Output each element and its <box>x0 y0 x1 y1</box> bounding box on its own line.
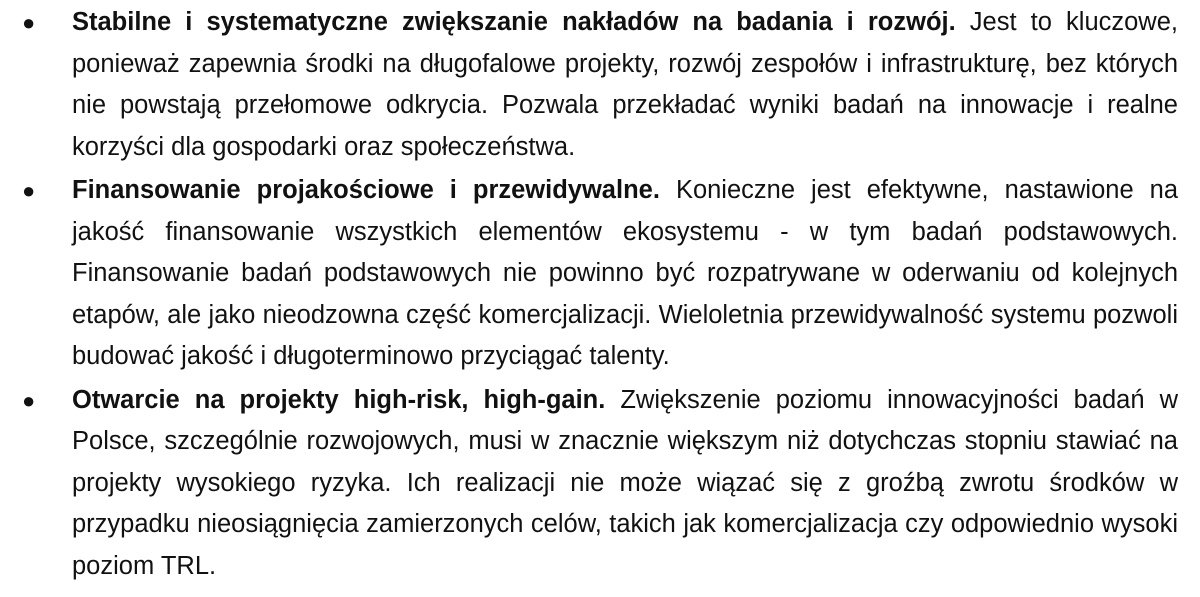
bullet-icon: ● <box>22 178 36 203</box>
item-text: Jest to kluczowe, ponieważ zapewnia środki na długofalowe projekty, rozwój zespołów i infrastrukturę, bez których nie powstają przełomowe odkrycia. Pozwala przekładać wyniki badań na innowacje i realne korzyści dla gospodarki oraz społeczeństwa. <box>72 8 1178 161</box>
bullet-icon: ● <box>22 10 36 35</box>
bullet-icon: ● <box>22 387 36 413</box>
item-text: Konieczne jest efektywne, nastawione na jakość finansowanie wszystkich elementów ekosystemu - w tym badań podstawowych. Finansowanie badań podstawowych nie powinno być rozpatrywane w oderwaniu od kolejnych etapów, ale jako nieodzowna część komercjalizacji. Wieloletnia przewidywalność systemu pozwoli budować jakość i długoterminowo przyciągać talenty. <box>72 176 1179 370</box>
item-heading: Otwarcie na projekty high-risk, high-gain. <box>72 385 621 414</box>
list-item <box>0 170 1200 378</box>
bullet-list <box>0 2 1200 587</box>
list-item <box>0 2 1200 168</box>
item-heading: Stabilne i systematyczne zwiększanie nakładów na badania i rozwój. <box>72 8 970 36</box>
item-heading: Finansowanie projakościowe i przewidywalne. <box>72 176 676 204</box>
item-text: Zwiększenie poziomu innowacyjności badań w Polsce, szczególnie rozwojowych, musi w znacznie większym niż dotychczas stopniu stawiać na projekty wysokiego ryzyka. Ich realizacji nie może wiązać się z groźbą zwrotu środków w przypadku nieosiągnięcia zamierzonych celów, takich jak komercjalizacja czy odpowiednio wysoki poziom TRL. <box>72 385 1178 580</box>
list-item <box>0 380 1200 588</box>
document-body <box>0 2 1200 589</box>
